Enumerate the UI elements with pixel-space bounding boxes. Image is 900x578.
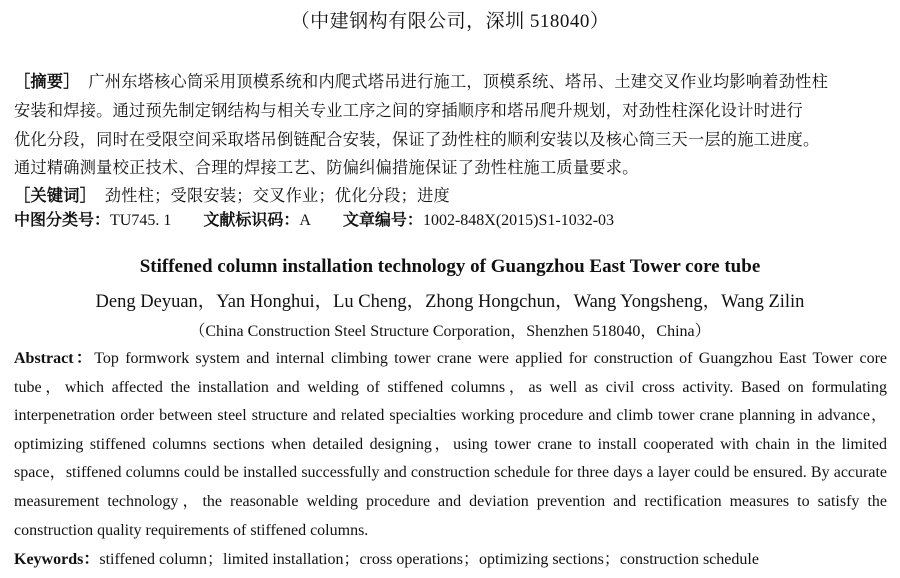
keywords-en: [14, 546, 759, 569]
keywords-cn: [14, 182, 888, 206]
abstract-en: [14, 345, 887, 545]
abstract-cn-label: ［摘要］: [14, 73, 80, 91]
doc-code-value: A: [299, 212, 311, 229]
abstract-cn-line-3: 优化分段，同时在受限空间采取塔吊倒链配合安装，保证了劲性柱的顺利安装以及核心筒三天一层的施工进度。: [14, 131, 820, 149]
clc-label: 中图分类号：: [14, 212, 111, 229]
abstract-cn-line-2: 安装和焊接。通过预先制定钢结构与相关专业工序之间的穿插顺序和塔吊爬升规划，对劲性柱深化设计时进行: [14, 102, 803, 120]
article-number-value: 1002-848X(2015)S1-1032-03: [422, 212, 615, 229]
abstract-cn-text-1: 广州东塔核心筒采用顶模系统和内爬式塔吊进行施工，顶模系统、塔吊、土建交叉作业均影响着劲性柱: [88, 73, 829, 91]
article-number-label: 文章编号：: [342, 212, 423, 229]
classification-line: [14, 207, 642, 230]
abstract-en-text: Top formwork system and internal climbing tower crane were applied for construction of Guangzhou East Tower core tube，which affected the installation and welding of stiffened columns，as well as civil cross activity. Based on formulating interpenetration order between steel structure and related specialties working procedure and climb tower crane planning in advance，optimizing stiffened columns sections when detailed designing，using tower crane to install cooperated with chain in the limited space，stiffened columns could be installed successfully and construction schedule for three days a layer could be ensured. By accurate measurement technology，the reasonable welding procedure and deviation prevention and rectification measures to satisfy the construction quality requirements of stiffened columns.: [14, 350, 887, 539]
keywords-cn-text: 劲性柱；受限安装；交叉作业；优化分段；进度: [104, 187, 450, 205]
keywords-en-label: Keywords：: [14, 551, 100, 568]
keywords-cn-label: ［关键词］: [14, 187, 97, 205]
abstract-cn-line-4: 通过精确测量校正技术、合理的焊接工艺、防偏纠偏措施保证了劲性柱施工质量要求。: [14, 159, 639, 177]
doc-code-label: 文献标识码：: [203, 212, 300, 229]
affiliation-cn: （中建钢构有限公司，深圳 518040）: [290, 11, 610, 32]
keywords-en-text: stiffened column；limited installation；cross operations；optimizing sections；construction schedule: [99, 551, 759, 568]
abstract-en-label: Abstract：: [14, 350, 95, 367]
affiliation-en: （China Construction Steel Structure Corporation，Shenzhen 518040，China）: [189, 323, 711, 340]
clc-value: TU745. 1: [110, 212, 172, 229]
authors-en: Deng Deyuan，Yan Honghui，Lu Cheng，Zhong Hongchun，Wang Yongsheng，Wang Zilin: [95, 292, 805, 312]
title-en: Stiffened column installation technology of Guangzhou East Tower core tube: [139, 256, 761, 277]
abstract-cn-line-1: [14, 68, 888, 92]
